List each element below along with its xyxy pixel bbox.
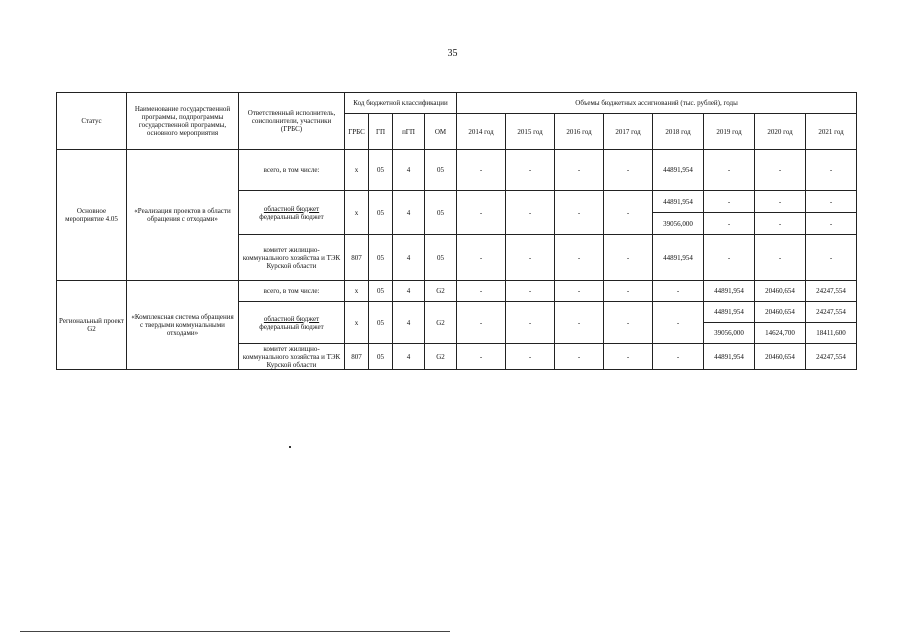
grbs-cell: 807 — [345, 344, 369, 370]
value-cell: - — [604, 191, 653, 235]
executor-cell — [239, 191, 345, 235]
value-cell: - — [457, 150, 506, 191]
header-grbs: ГРБС — [345, 114, 369, 150]
value-cell: - — [555, 344, 604, 370]
value-cell: - — [457, 281, 506, 302]
value-cell: 24247,554 — [806, 281, 857, 302]
value-cell: 20460,654 — [755, 302, 806, 323]
value-cell: - — [653, 302, 704, 344]
value-cell: 44891,954 — [704, 302, 755, 323]
header-executor: Ответственный исполнитель, соисполнители, участники (ГРБС) — [239, 93, 345, 150]
value-cell: - — [506, 281, 555, 302]
pgp-cell: 4 — [393, 150, 425, 191]
value-cell: - — [806, 235, 857, 281]
value-cell: - — [506, 344, 555, 370]
value-cell: - — [604, 281, 653, 302]
header-gp: ГП — [369, 114, 393, 150]
status-cell: Региональный проект G2 — [57, 281, 127, 370]
value-cell: - — [653, 281, 704, 302]
value-cell: - — [604, 150, 653, 191]
executor-cell: комитет жилищно-коммунального хозяйства и ТЭК Курской области — [239, 344, 345, 370]
executor-cell: всего, в том числе: — [239, 281, 345, 302]
footer-rule — [20, 631, 450, 632]
pgp-cell: 4 — [393, 235, 425, 281]
value-cell: - — [555, 235, 604, 281]
value-cell: 44891,954 — [653, 235, 704, 281]
header-year: 2017 год — [604, 114, 653, 150]
value-cell: 44891,954 — [653, 150, 704, 191]
value-cell: 14624,700 — [755, 323, 806, 344]
executor-federal-budget: федеральный бюджет — [259, 322, 324, 331]
page-number: 35 — [447, 48, 458, 59]
grbs-cell: х — [345, 281, 369, 302]
header-budget-code: Код бюджетной классификации — [345, 93, 457, 114]
gp-cell: 05 — [369, 281, 393, 302]
table-row — [57, 281, 857, 302]
event-name-cell: «Реализация проектов в области обращения с отходами» — [127, 150, 239, 281]
gp-cell: 05 — [369, 191, 393, 235]
header-row-1 — [57, 93, 857, 114]
gp-cell: 05 — [369, 344, 393, 370]
om-cell: G2 — [425, 302, 457, 344]
value-cell: - — [506, 235, 555, 281]
header-year: 2020 год — [755, 114, 806, 150]
value-cell: - — [555, 302, 604, 344]
pgp-cell: 4 — [393, 302, 425, 344]
value-cell: - — [604, 235, 653, 281]
value-cell: - — [555, 191, 604, 235]
value-cell: - — [506, 191, 555, 235]
value-cell: - — [506, 150, 555, 191]
gp-cell: 05 — [369, 302, 393, 344]
value-cell: - — [555, 150, 604, 191]
value-cell: 20460,654 — [755, 344, 806, 370]
executor-regional-budget: областной бюджет — [263, 204, 320, 213]
header-volumes: Объемы бюджетных ассигнований (тыс. рублей), годы — [457, 93, 857, 114]
value-cell: - — [555, 281, 604, 302]
grbs-cell: 807 — [345, 235, 369, 281]
value-cell: - — [704, 235, 755, 281]
event-name-cell: «Комплексная система обращения с твердыми коммунальными отходами» — [127, 281, 239, 370]
value-cell: - — [457, 235, 506, 281]
grbs-cell: х — [345, 302, 369, 344]
value-cell: - — [755, 191, 806, 213]
header-year: 2019 год — [704, 114, 755, 150]
value-cell: - — [806, 150, 857, 191]
header-year: 2021 год — [806, 114, 857, 150]
header-year: 2014 год — [457, 114, 506, 150]
value-cell: 20460,654 — [755, 281, 806, 302]
value-cell: - — [755, 150, 806, 191]
gp-cell: 05 — [369, 235, 393, 281]
value-cell: 24247,554 — [806, 302, 857, 323]
header-om: ОМ — [425, 114, 457, 150]
value-cell: - — [604, 302, 653, 344]
value-cell: - — [755, 213, 806, 235]
executor-federal-budget: федеральный бюджет — [259, 212, 324, 221]
header-year: 2018 год — [653, 114, 704, 150]
executor-cell: всего, в том числе: — [239, 150, 345, 191]
executor-cell: комитет жилищно-коммунального хозяйства и ТЭК Курской области — [239, 235, 345, 281]
pgp-cell: 4 — [393, 281, 425, 302]
value-cell: - — [653, 344, 704, 370]
om-cell: 05 — [425, 150, 457, 191]
scan-speck — [289, 446, 291, 448]
value-cell: 39056,000 — [704, 323, 755, 344]
value-cell: - — [806, 213, 857, 235]
header-year: 2016 год — [555, 114, 604, 150]
om-cell: 05 — [425, 191, 457, 235]
om-cell: 05 — [425, 235, 457, 281]
pgp-cell: 4 — [393, 344, 425, 370]
value-cell: - — [755, 235, 806, 281]
value-cell: 39056,000 — [653, 213, 704, 235]
value-cell: - — [457, 344, 506, 370]
budget-table — [56, 92, 857, 370]
pgp-cell: 4 — [393, 191, 425, 235]
header-status: Статус — [57, 93, 127, 150]
value-cell: 44891,954 — [653, 191, 704, 213]
om-cell: G2 — [425, 344, 457, 370]
executor-regional-budget: областной бюджет — [263, 314, 320, 323]
om-cell: G2 — [425, 281, 457, 302]
value-cell: - — [704, 213, 755, 235]
grbs-cell: х — [345, 150, 369, 191]
value-cell: - — [806, 191, 857, 213]
executor-cell — [239, 302, 345, 344]
grbs-cell: х — [345, 191, 369, 235]
value-cell: 44891,954 — [704, 281, 755, 302]
value-cell: - — [457, 191, 506, 235]
header-year: 2015 год — [506, 114, 555, 150]
value-cell: - — [457, 302, 506, 344]
value-cell: 18411,600 — [806, 323, 857, 344]
value-cell: - — [704, 191, 755, 213]
value-cell: - — [704, 150, 755, 191]
table-row — [57, 150, 857, 191]
value-cell: 24247,554 — [806, 344, 857, 370]
header-name: Наименование государственной программы, подпрограммы государственной программы, основного мероприятия — [127, 93, 239, 150]
value-cell: - — [506, 302, 555, 344]
status-cell: Основное мероприятие 4.05 — [57, 150, 127, 281]
header-pgp: пГП — [393, 114, 425, 150]
value-cell: - — [604, 344, 653, 370]
gp-cell: 05 — [369, 150, 393, 191]
value-cell: 44891,954 — [704, 344, 755, 370]
